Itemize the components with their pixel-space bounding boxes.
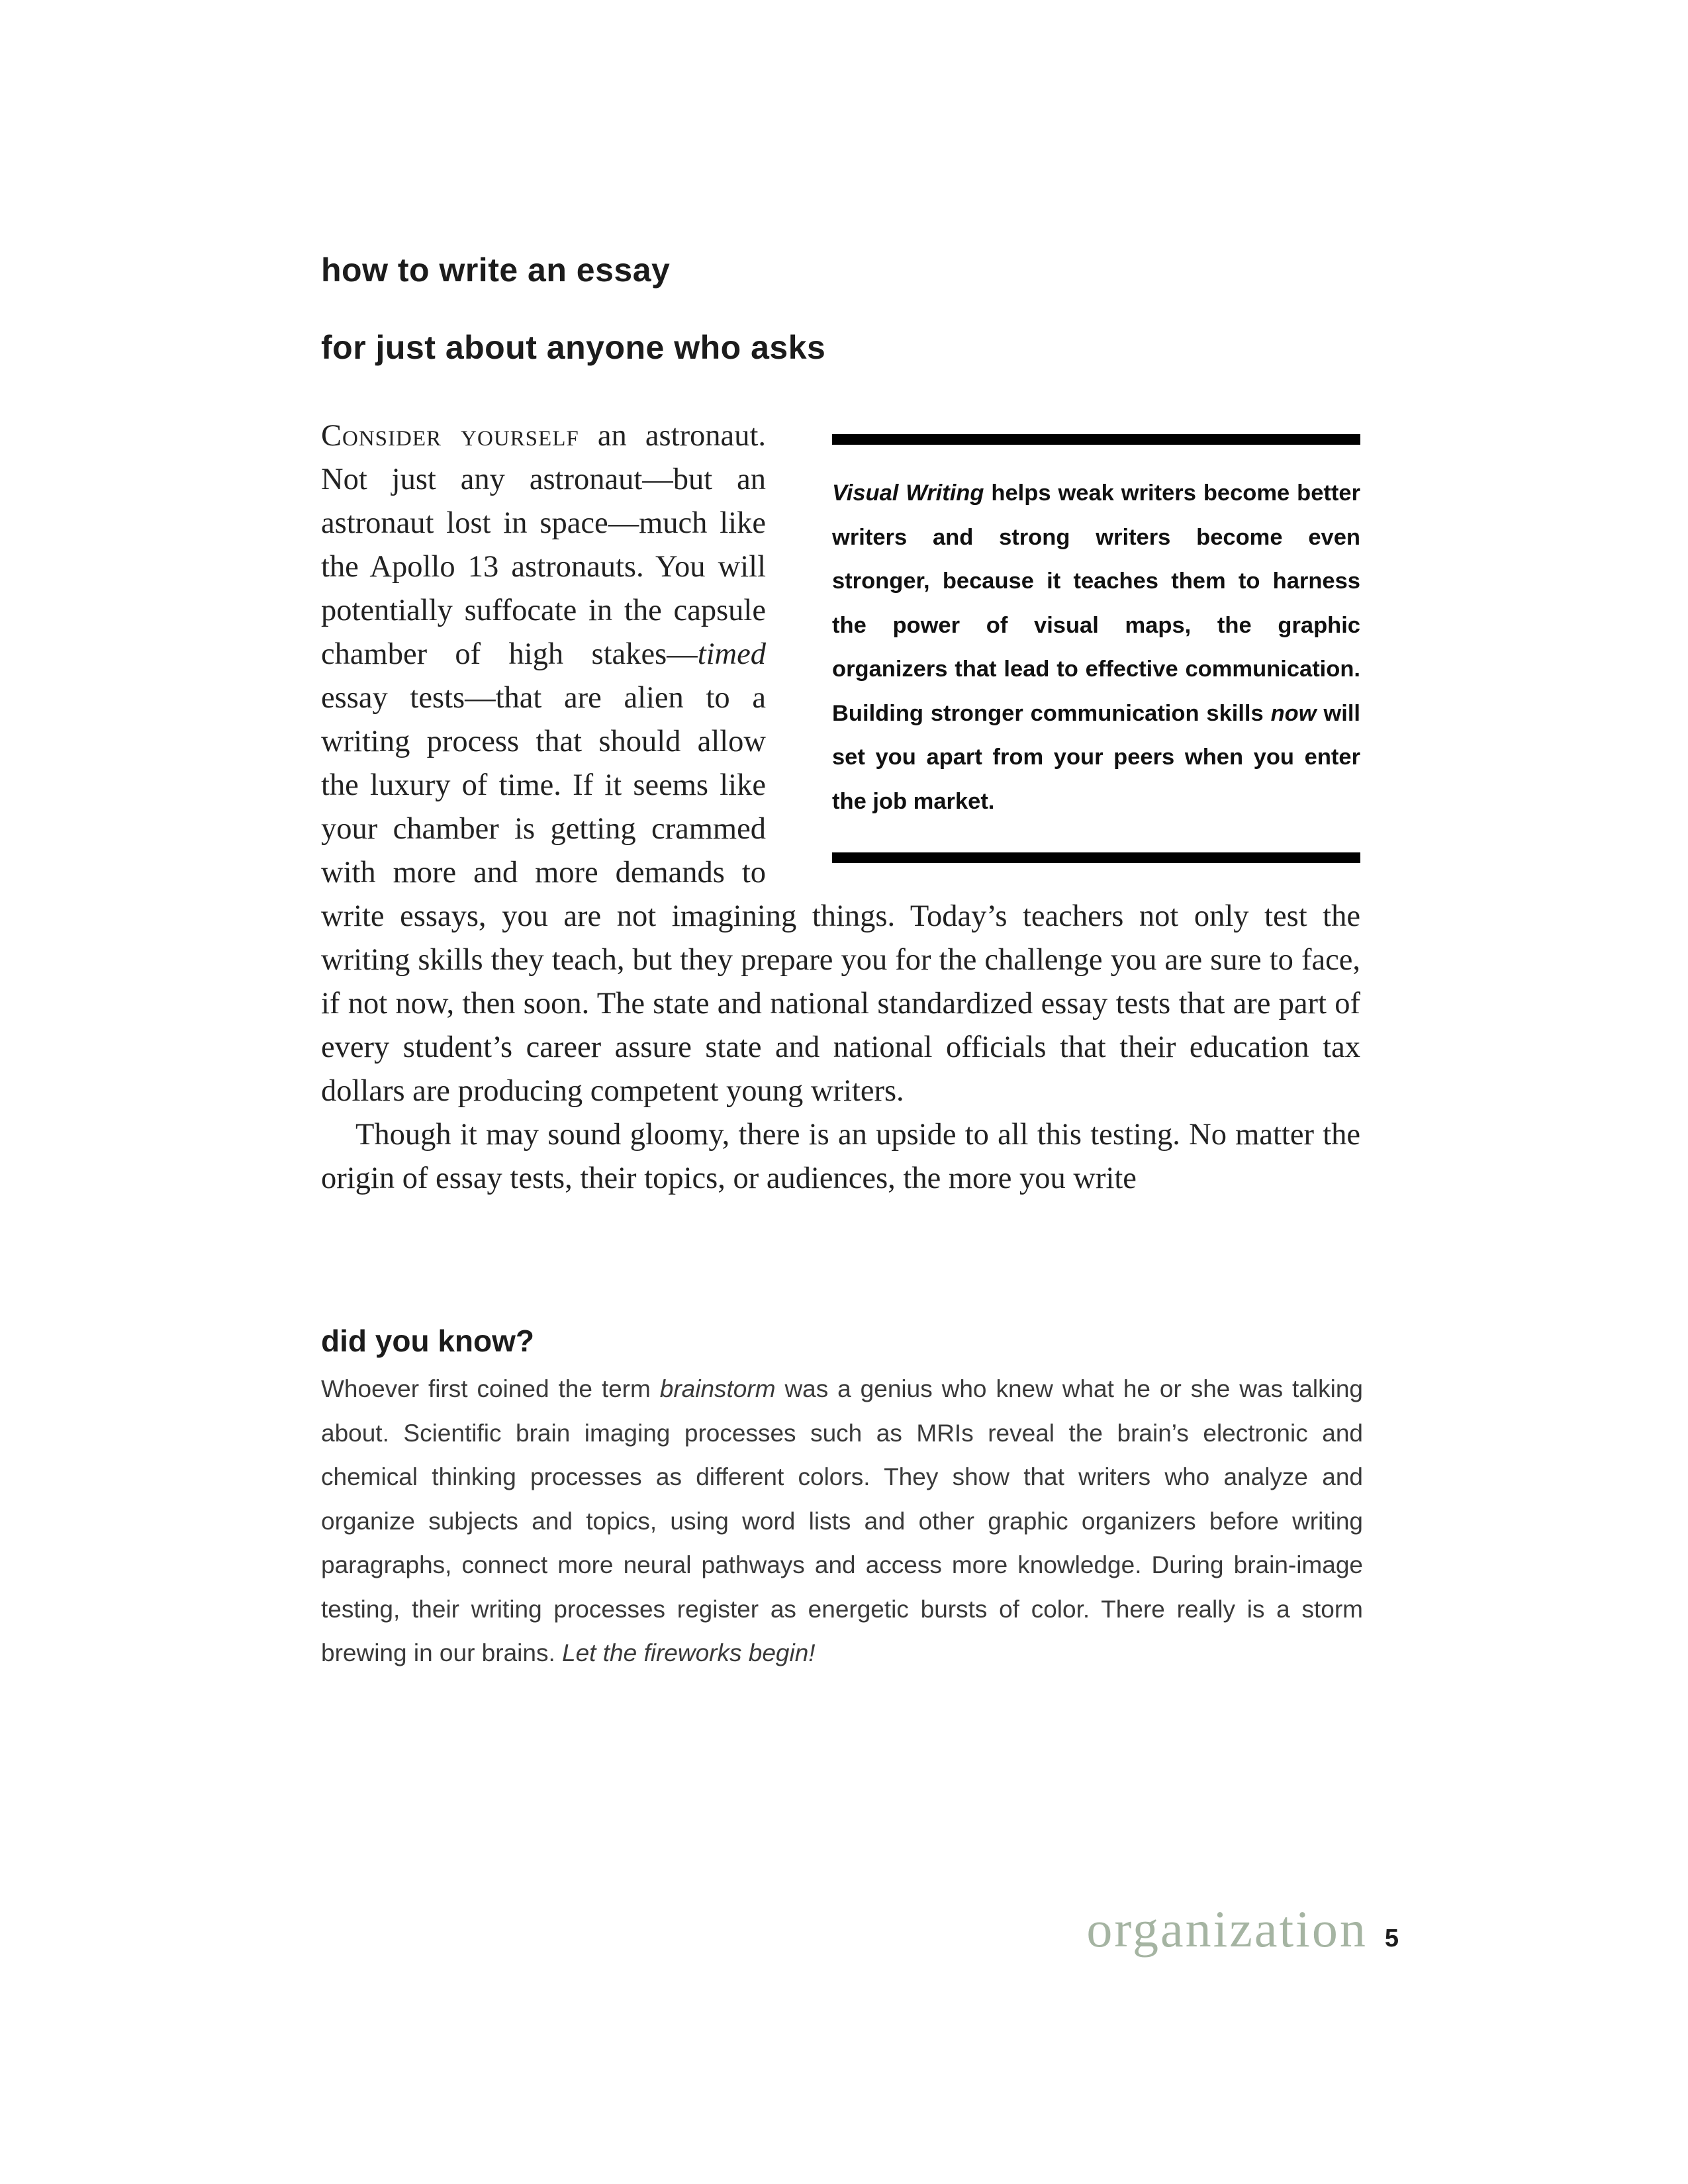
main-text	[321, 414, 1360, 1201]
section-name: organization	[1086, 1900, 1368, 1958]
pull-quote-emphasis: now	[1270, 700, 1317, 726]
did-you-know-emphasis: brainstorm	[659, 1375, 776, 1402]
did-you-know-text	[321, 1367, 1363, 1676]
pull-quote-text	[832, 471, 1360, 823]
page-footer	[1086, 1899, 1399, 1959]
did-you-know-title: did you know?	[321, 1324, 534, 1358]
pull-quote-segment-1: helps weak writers become better writers and strong writers become even stronger, because it teaches them to harness the power of visual maps, the graphic organizers that lead to effective communication. Building stronger communication skills	[832, 480, 1361, 726]
paragraph-1-lead: Consider yourself	[321, 419, 579, 453]
did-you-know-closing: Let the fireworks begin!	[562, 1639, 816, 1666]
page-title: how to write an essay	[321, 251, 671, 289]
paragraph-1-segment-1: an astronaut. Not just any astronaut—but an astronaut lost in space—much like the Apollo 13 astronauts. You will potentially suffocate in the capsule chamber of high stakes—	[321, 419, 766, 671]
paragraph-1-emphasis: timed	[697, 637, 766, 671]
pull-quote-segment-2: will set you apart from your peers when you enter the job market.	[832, 700, 1360, 814]
did-you-know-segment-2: was a genius who knew what he or she was talking about. Scientific brain imaging processes such as MRIs reveal the brain’s electronic and chemical thinking processes as different colors. They show that writers who analyze and organize subjects and topics, using word lists and other graphic organizers before writing paragraphs, connect more neural pathways and access more knowledge. During brain-image testing, their writing processes register as energetic bursts of color. There really is a storm brewing in our brains.	[321, 1375, 1363, 1666]
paragraph-2: Though it may sound gloomy, there is an upside to all this testing. No matter the origin of essay tests, their topics, or audiences, the more you write	[321, 1118, 1360, 1195]
page-number: 5	[1384, 1925, 1399, 1952]
page-subtitle: for just about anyone who asks	[321, 329, 826, 366]
paragraph-1-segment-2: essay tests—that are alien to a writing process that should allow the luxury of time. If it seems like your chamber is getting crammed with more and more demands to write essays, you are not imagining things. Today’s teachers not only test the writing skills they teach, but they prepare you for the challenge you are sure to face, if not now, then soon. The state and national standardized essay tests that are part of every student’s career assure state and national officials that their education tax dollars are producing competent young writers.	[321, 681, 1360, 1108]
did-you-know-box	[321, 1322, 1363, 1676]
did-you-know-segment-1: Whoever first coined the term	[321, 1375, 660, 1402]
pull-quote-book-title: Visual Writing	[832, 480, 984, 506]
pull-quote	[832, 434, 1360, 863]
